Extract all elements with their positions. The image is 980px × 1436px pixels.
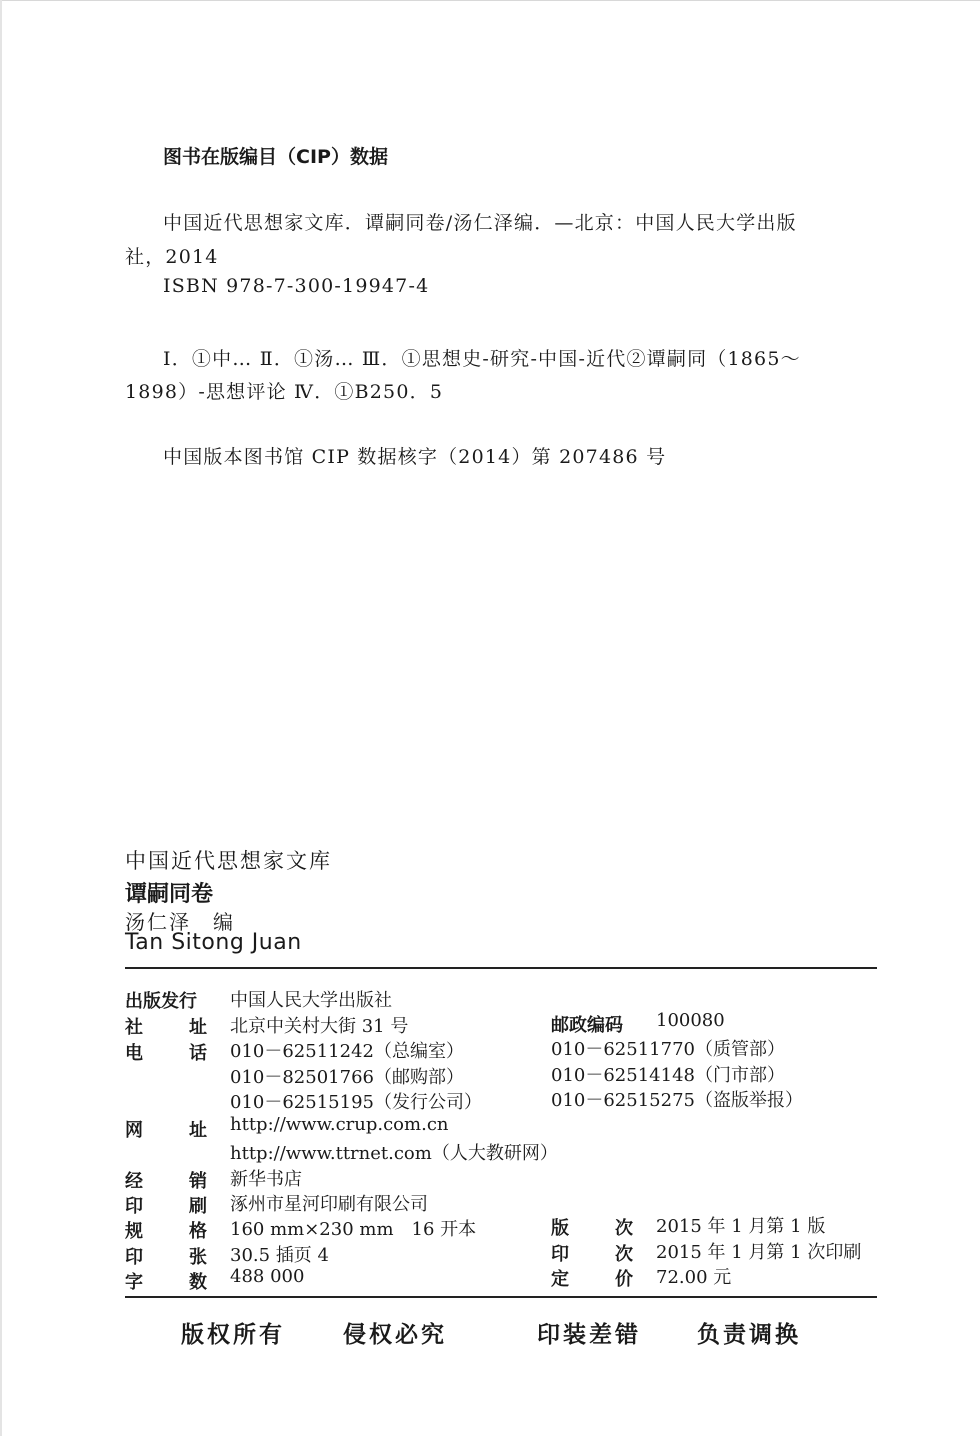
book-title: 谭嗣同卷 <box>125 882 214 907</box>
printer-value: 涿州市星河印刷有限公司 <box>230 1194 428 1215</box>
price-label-b: 价 <box>615 1269 633 1290</box>
publisher-value: 中国人民大学出版社 <box>230 990 392 1011</box>
postcode-value: 100080 <box>656 1010 725 1031</box>
word-count-value: 488 000 <box>230 1266 305 1287</box>
slogan-infringement: 侵权必究 <box>343 1322 447 1348</box>
slogan-misprint: 印装差错 <box>537 1322 641 1348</box>
spec-value: 160 mm×230 mm 16 开本 <box>230 1219 477 1240</box>
postcode-label: 邮政编码 <box>551 1015 623 1036</box>
impression-label <box>551 1240 633 1266</box>
address-label <box>125 1013 207 1039</box>
website-label-a: 网 <box>125 1120 143 1141</box>
book-title-pinyin: Tan Sitong Juan <box>125 930 302 955</box>
distributor-value: 新华书店 <box>230 1169 302 1190</box>
website-1[interactable]: http://www.crup.com.cn <box>230 1114 449 1135</box>
spec-label <box>125 1217 207 1243</box>
distributor-label <box>125 1167 207 1193</box>
phone-label-b: 话 <box>189 1043 207 1064</box>
series-name: 中国近代思想家文库 <box>125 849 332 873</box>
impression-label-b: 次 <box>615 1244 633 1265</box>
impression-label-a: 印 <box>551 1244 569 1265</box>
publisher-label: 出版发行 <box>125 991 197 1012</box>
phone-left-2: 010－82501766（邮购部） <box>230 1067 464 1088</box>
cip-heading: 图书在版编目（CIP）数据 <box>163 146 388 168</box>
divider-bottom <box>125 1296 877 1298</box>
edition-value: 2015 年 1 月第 1 版 <box>656 1216 826 1237</box>
page-top-edge <box>0 0 980 4</box>
cip-subject-line-2: 1898）-思想评论 Ⅳ．①B250．5 <box>125 381 444 403</box>
word-count-label-b: 数 <box>189 1272 207 1293</box>
phone-label <box>125 1039 207 1065</box>
cip-record-number: 中国版本图书馆 CIP 数据核字（2014）第 207486 号 <box>163 446 667 468</box>
slogan-copyright: 版权所有 <box>181 1322 285 1348</box>
cip-line-1: 中国近代思想家文库．谭嗣同卷/汤仁泽编．—北京：中国人民大学出版 <box>163 212 797 234</box>
edition-label-a: 版 <box>551 1218 569 1239</box>
website-2[interactable]: http://www.ttrnet.com（人大教研网） <box>230 1143 558 1164</box>
slogan-exchange: 负责调换 <box>697 1322 801 1348</box>
cip-subject-line-1: Ⅰ．①中… Ⅱ．①汤… Ⅲ．①思想史-研究-中国-近代②谭嗣同（1865～ <box>163 348 801 370</box>
address-label-a: 社 <box>125 1017 143 1038</box>
price-label-a: 定 <box>551 1269 569 1290</box>
word-count-label-a: 字 <box>125 1272 143 1293</box>
address-value: 北京中关村大街 31 号 <box>230 1016 409 1037</box>
sheets-label-b: 张 <box>189 1247 207 1268</box>
edition-label-b: 次 <box>615 1218 633 1239</box>
phone-label-a: 电 <box>125 1043 143 1064</box>
price-label <box>551 1265 633 1291</box>
phone-right-3: 010－62515275（盗版举报） <box>551 1090 803 1111</box>
price-value: 72.00 元 <box>656 1267 732 1288</box>
impression-value: 2015 年 1 月第 1 次印刷 <box>656 1242 862 1263</box>
website-label <box>125 1116 207 1142</box>
phone-right-2: 010－62514148（门市部） <box>551 1065 785 1086</box>
book-editor: 汤仁泽 编 <box>125 910 235 934</box>
sheets-value: 30.5 插页 4 <box>230 1245 329 1266</box>
edition-label <box>551 1214 633 1240</box>
distributor-label-b: 销 <box>189 1171 207 1192</box>
printer-label-b: 刷 <box>189 1196 207 1217</box>
sheets-label-a: 印 <box>125 1247 143 1268</box>
printer-label-a: 印 <box>125 1196 143 1217</box>
divider-top <box>125 967 877 969</box>
sheets-label <box>125 1243 207 1269</box>
page-left-edge <box>0 0 2 1436</box>
distributor-label-a: 经 <box>125 1171 143 1192</box>
spec-label-b: 格 <box>189 1221 207 1242</box>
cip-isbn: ISBN 978-7-300-19947-4 <box>163 275 430 297</box>
printer-label <box>125 1192 207 1218</box>
phone-right-1: 010－62511770（质管部） <box>551 1039 785 1060</box>
spec-label-a: 规 <box>125 1221 143 1242</box>
cip-line-2: 社，2014 <box>125 246 219 268</box>
address-label-b: 址 <box>189 1017 207 1038</box>
phone-left-1: 010－62511242（总编室） <box>230 1041 464 1062</box>
website-label-b: 址 <box>189 1120 207 1141</box>
phone-left-3: 010－62515195（发行公司） <box>230 1092 482 1113</box>
word-count-label <box>125 1268 207 1294</box>
